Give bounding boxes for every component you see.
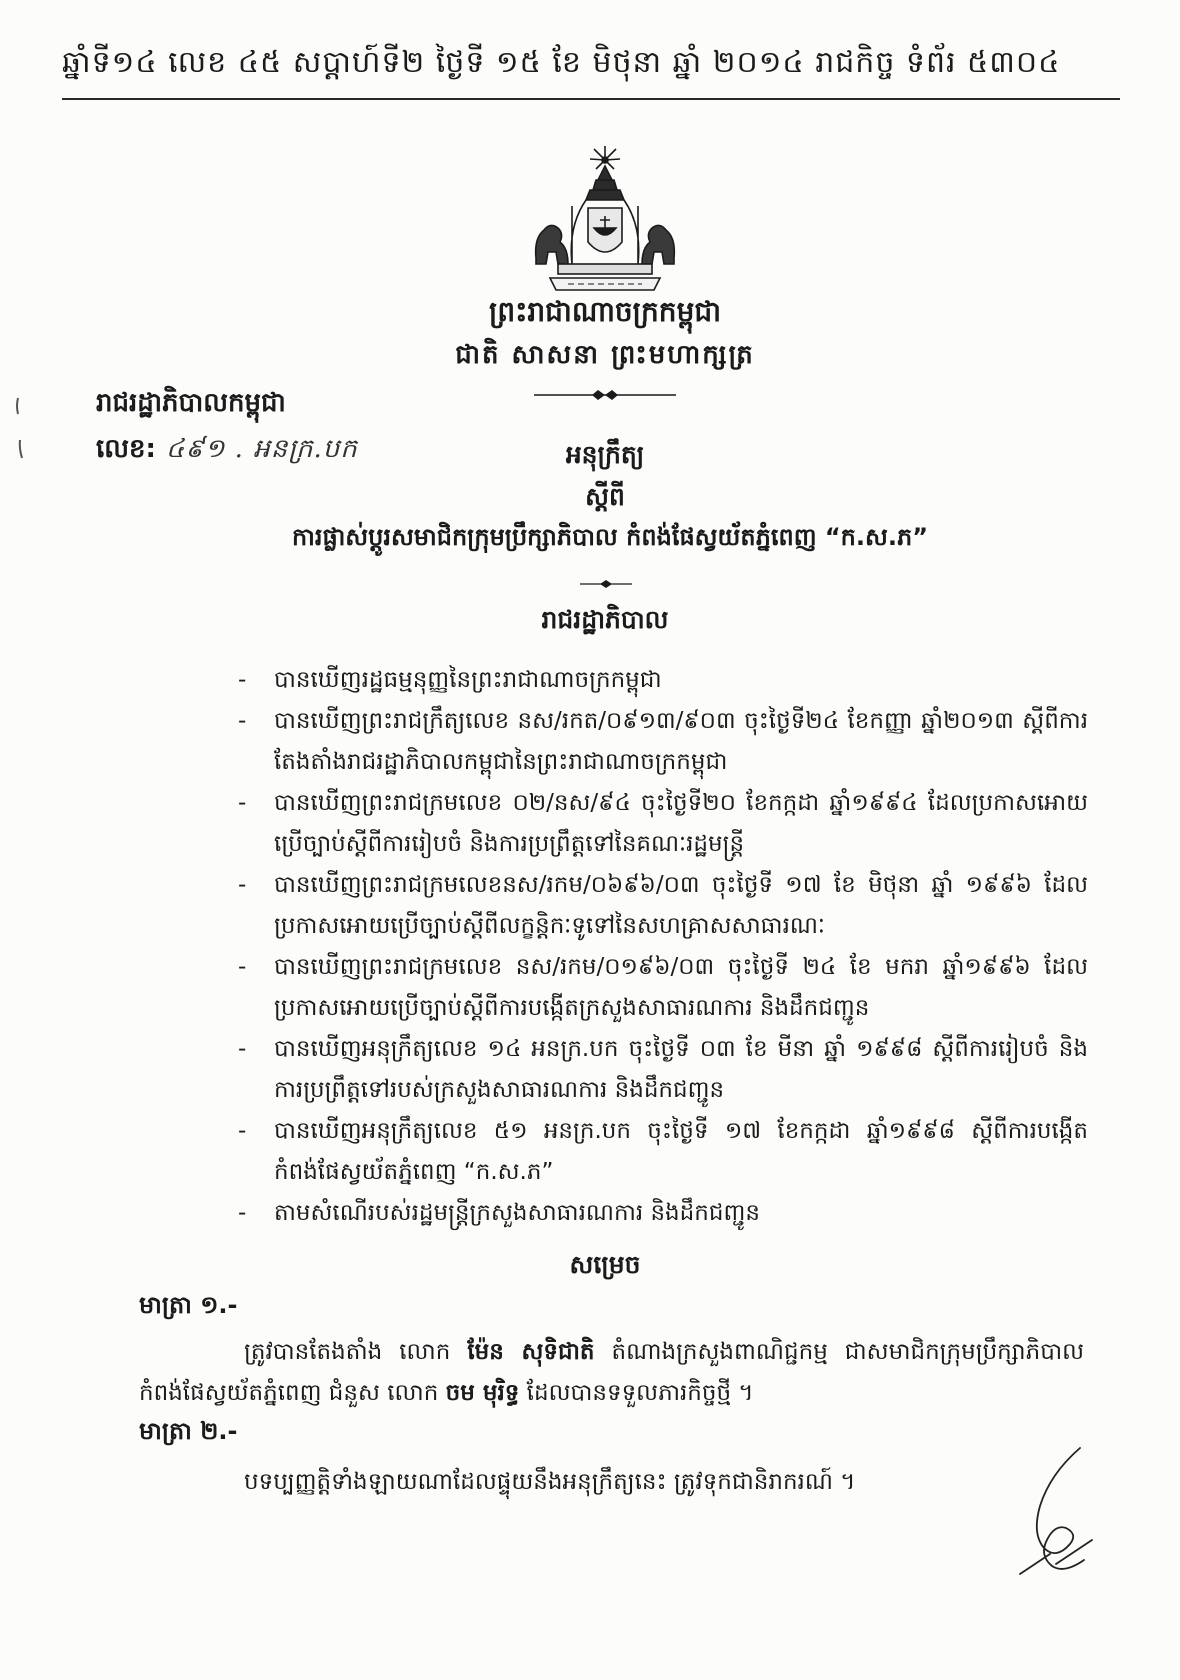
- scan-marks: [10, 396, 30, 466]
- article-1-label: មាត្រា ១.-: [139, 1291, 238, 1319]
- consideration-text: បានឃើញព្រះរាជក្រមលេខនស/រកម/០៦៩៦/០៣ ចុះថ្ងៃទី ១៧ ខែ មិថុនា ឆ្នាំ ១៩៩៦ ដែលប្រកាសអោយប្រើច្បាប់ស្តីពីលក្ខន្តិកៈទូទៅនៃសហគ្រាសសាធារណៈ: [274, 872, 1088, 939]
- small-divider: [578, 578, 634, 590]
- considerations-list: [238, 660, 1088, 1234]
- decree-type: អនុក្រឹត្យ: [565, 440, 645, 469]
- decision-heading: សម្រេច: [569, 1250, 641, 1279]
- lion-left: [536, 225, 568, 264]
- consideration-text: បានឃើញអនុក្រឹត្យលេខ ១៤ អនក្រ.បក ចុះថ្ងៃទី ០៣ ខែ មីនា ឆ្នាំ ១៩៩៨ ស្តីពីការរៀបចំ និងការប្រព្រឹត្តទៅរបស់ក្រសួងសាធារណការ និងដឹកជញ្ជូន: [274, 1036, 1088, 1103]
- kingdom-name: ព្រះរាជាណាចក្រកម្ពុជា: [488, 295, 721, 328]
- bullet-dash: -: [238, 790, 247, 816]
- consideration-item: [238, 1111, 1088, 1193]
- kingdom-motto: ជាតិ សាសនា ព្រះមហាក្សត្រ: [455, 340, 755, 370]
- bullet-dash: -: [238, 1036, 247, 1062]
- consideration-item: [238, 783, 1088, 865]
- royal-coat-of-arms: [528, 146, 682, 294]
- consideration-item: [238, 865, 1088, 947]
- issuing-authority: រាជរដ្ឋាភិបាល: [541, 605, 669, 634]
- consideration-item: [238, 660, 1088, 701]
- decree-number-handwritten: ៤៩១ . អនក្រ.បក: [165, 434, 358, 464]
- consideration-text: បានឃើញព្រះរាជក្រឹត្យលេខ នស/រកត/០៩១៣/៩០៣ ចុះថ្ងៃទី២៤ ខែកញ្ញា ឆ្នាំ២០១៣ ស្តីពីការតែងតាំងរាជរដ្ឋាភិបាលកម្ពុជានៃព្រះរាជាណាចក្រកម្ពុជា: [274, 708, 1088, 775]
- consideration-text: តាមសំណើរបស់រដ្ឋមន្ត្រីក្រសួងសាធារណការ និងដឹកជញ្ជូន: [274, 1200, 760, 1226]
- consideration-text: បានឃើញព្រះរាជក្រមលេខ ០២/នស/៩៤ ចុះថ្ងៃទី២០ ខែកក្កដា ឆ្នាំ១៩៩៤ ដែលប្រកាសអោយប្រើច្បាប់ស្តីពីការរៀបចំ និងការប្រព្រឹត្តទៅនៃគណៈរដ្ឋមន្ត្រី: [274, 790, 1088, 857]
- bullet-dash: -: [238, 667, 247, 693]
- article-2-body: បទប្បញ្ញត្តិទាំងឡាយណាដែលផ្ទុយនឹងអនុក្រឹត្យនេះ ត្រូវទុកជានិរាករណ៍ ។: [244, 1469, 856, 1495]
- handwritten-signature: [1010, 1444, 1100, 1580]
- article-2-label: មាត្រា ២.-: [139, 1417, 238, 1445]
- ornamental-divider: [532, 388, 678, 402]
- issuer-name: រាជរដ្ឋាភិបាលកម្ពុជា: [96, 388, 286, 418]
- consideration-text: បានឃើញអនុក្រឹត្យលេខ ៥១ អនក្រ.បក ចុះថ្ងៃទី ១៧ ខែកក្កដា ឆ្នាំ១៩៩៨ ស្តីពីការបង្កើតកំពង់ផែស្វយ័តភ្នំពេញ “ក.ស.ភ”: [274, 1118, 1088, 1185]
- consideration-item: [238, 1193, 1088, 1234]
- pedestal: [558, 264, 652, 274]
- article-1-text-1: ត្រូវបានតែងតាំង លោក: [244, 1339, 468, 1365]
- consideration-item: [238, 701, 1088, 783]
- article-1-text-3: ដែលបានទទួលភារកិច្ចថ្មី ។: [519, 1380, 754, 1406]
- decree-number-label: លេខ:: [96, 434, 156, 464]
- decree-about: ស្តីពី: [585, 482, 625, 511]
- article-1-body: [139, 1332, 1084, 1414]
- replaced-member-name: ចម មុរិទ្ធ: [445, 1380, 520, 1406]
- consideration-item: [238, 947, 1088, 1029]
- appointee-name: ម៉ែន សុទិជាតិ: [467, 1339, 595, 1365]
- lion-right: [642, 225, 674, 264]
- consideration-text: បានឃើញព្រះរាជក្រមលេខ នស/រកម/០១៩៦/០៣ ចុះថ្ងៃទី ២៤ ខែ មករា ឆ្នាំ១៩៩៦ ដែលប្រកាសអោយប្រើច្បាប់ស្តីពីការបង្កើតក្រសួងសាធារណការ និងដឹកជញ្ជូន: [274, 954, 1088, 1021]
- consideration-item: [238, 1029, 1088, 1111]
- bullet-dash: -: [238, 708, 247, 734]
- gazette-header: ឆ្នាំទី១៤ លេខ ៤៥ សប្តាហ៍ទី២ ថ្ងៃទី ១៥ ខែ មិថុនា ឆ្នាំ ២០១៤ រាជកិច្ច ទំព័រ ៥៣០៤: [62, 36, 1120, 100]
- bullet-dash: -: [238, 1200, 247, 1226]
- article-1-text-2: តំណាងក្រសួងពាណិជ្ជកម្ម ជាសមាជិកក្រុមប្រឹក្សាភិបាល កំពង់ផែស្វយ័តភ្នំពេញ ជំនួស លោក: [139, 1339, 1084, 1406]
- ribbon: [550, 278, 660, 290]
- crown-spire: [586, 166, 624, 200]
- bullet-dash: -: [238, 1118, 247, 1144]
- decree-subject: ការផ្លាស់ប្តូរសមាជិកក្រុមប្រឹក្សាភិបាល កំពង់ផែស្វយ័តភ្នំពេញ “ក.ស.ភ”: [291, 523, 929, 551]
- consideration-text: បានឃើញរដ្ឋធម្មនុញ្ញនៃព្រះរាជាណាចក្រកម្ពុជា: [274, 667, 662, 693]
- bullet-dash: -: [238, 872, 247, 898]
- bullet-dash: -: [238, 954, 247, 980]
